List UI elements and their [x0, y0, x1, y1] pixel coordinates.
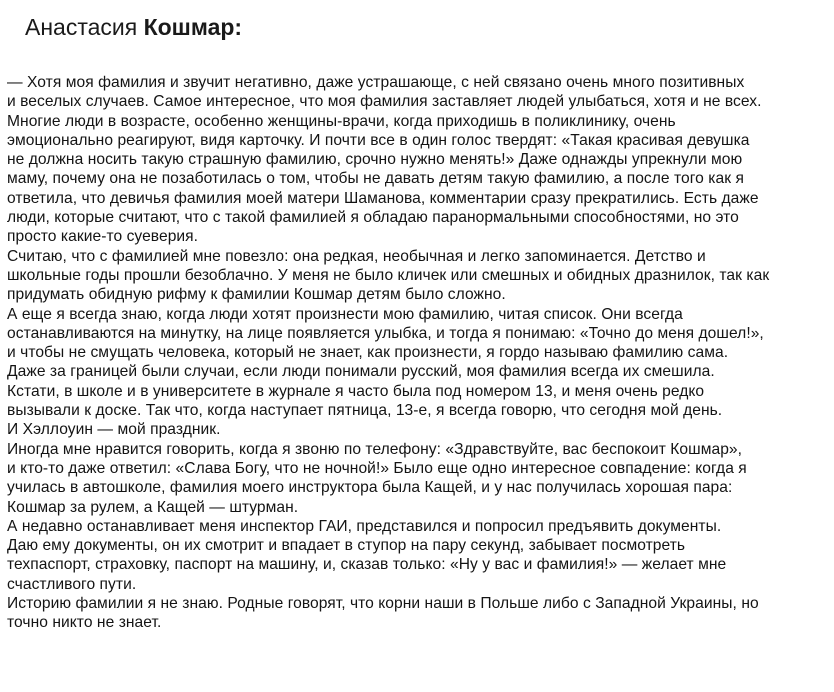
body-line: Кошмар за рулем, а Кащей — штурман. [7, 498, 299, 516]
body-line: Многие люди в возрасте, особенно женщины-врачи, когда приходишь в поликлинику, очень [7, 112, 676, 130]
title-first-name: Анастасия [25, 14, 144, 40]
body-line: Даже за границей были случаи, если люди понимали русский, моя фамилия всегда их смешила. [7, 363, 715, 381]
body-line: эмоционально реагируют, видя карточку. И почти все в один голос твердят: «Такая красивая девушка [7, 131, 750, 149]
body-line: останавливаются на минутку, на лице появляется улыбка, и тогда я понимаю: «Точно до меня дошел!», [7, 324, 764, 342]
body-line: придумать обидную рифму к фамилии Кошмар детям было сложно. [7, 286, 506, 304]
body-line: — Хотя моя фамилия и звучит негативно, даже устрашающе, с ней связано очень много позитивных [7, 74, 745, 91]
body-line: и чтобы не смущать человека, который не знает, как произнести, я гордо называю фамилию сама. [7, 344, 729, 362]
body-line: вызывали к доске. Так что, когда наступает пятница, 13-е, я всегда говорю, что сегодня мой день. [7, 402, 723, 420]
title-surname: Кошмар: [143, 14, 243, 40]
article-body [7, 73, 829, 633]
body-line: и веселых случаев. Самое интересное, что моя фамилия заставляет людей улыбаться, хотя и не всех. [7, 93, 762, 111]
body-line: А недавно останавливает меня инспектор ГАИ, представился и попросил предъявить документы. [7, 517, 722, 535]
body-line: А еще я всегда знаю, когда люди хотят произнести мою фамилию, читая список. Они всегда [7, 305, 683, 323]
body-line: не должна носить такую страшную фамилию, срочно нужно менять!» Даже однажды упрекнули мою [7, 151, 743, 169]
body-line: Считаю, что с фамилией мне повезло: она редкая, необычная и легко запоминается. Детство и [7, 247, 706, 265]
body-line: ответила, что девичья фамилия моей матери Шаманова, комментарии сразу прекратились. Есть даже [7, 189, 759, 207]
body-line: маму, почему она не позаботилась о том, чтобы не давать детям такую фамилию, а после того как я [7, 170, 744, 188]
body-line: И Хэллоуин — мой праздник. [7, 421, 221, 439]
body-line: Иногда мне нравится говорить, когда я звоню по телефону: «Здравствуйте, вас беспокоит Кошмар», [7, 440, 743, 458]
body-line: школьные годы прошли безоблачно. У меня не было кличек или смешных и обидных дразнилок, так как [7, 266, 770, 284]
body-line: Историю фамилии я не знаю. Родные говорят, что корни наши в Польше либо с Западной Украины, но [7, 595, 759, 613]
article-title [25, 12, 242, 42]
body-line: счастливого пути. [7, 575, 137, 593]
body-line: Кстати, в школе и в университете в журнале я часто была под номером 13, и меня очень редко [7, 382, 705, 400]
body-line: училась в автошколе, фамилия моего инструктора была Кащей, и у нас получилась хорошая пара: [7, 479, 733, 497]
body-line: просто какие-то суеверия. [7, 228, 199, 246]
body-line: люди, которые считают, что с такой фамилией я обладаю паранормальными способностями, но это [7, 209, 739, 227]
body-line: техпаспорт, страховку, паспорт на машину, и, сказав только: «Ну у вас и фамилия!» — желает мне [7, 556, 727, 574]
body-line: Даю ему документы, он их смотрит и впадает в ступор на пару секунд, забывает посмотреть [7, 537, 686, 555]
body-line: точно никто не знает. [7, 614, 162, 632]
body-line: и кто-то даже ответил: «Слава Богу, что не ночной!» Было еще одно интересное совпадение: когда я [7, 459, 747, 477]
